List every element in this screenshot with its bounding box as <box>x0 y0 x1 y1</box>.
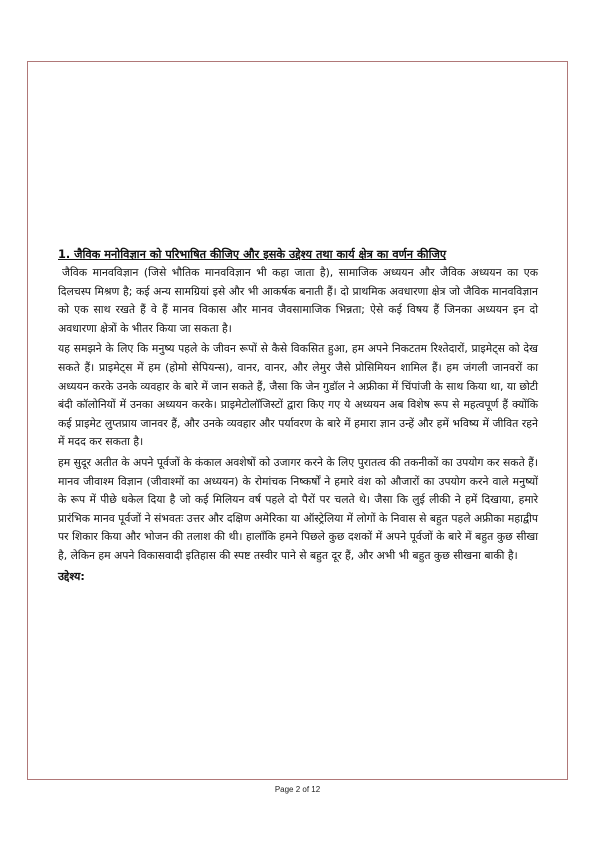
section-heading: 1. जैविक मनोविज्ञान को परिभाषित कीजिए और इसके उद्देश्य तथा कार्य क्षेत्र का वर्णन कीजिए <box>58 248 447 261</box>
page-number: Page 2 of 12 <box>274 785 321 794</box>
paragraph: जैविक मानवविज्ञान (जिसे भौतिक मानवविज्ञान भी कहा जाता है), सामाजिक अध्ययन और जैविक अध्ययन का एक दिलचस्प मिश्रण है; कई अन्य सामग्रियां इसे और भी आकर्षक बनाती हैं। दो प्राथमिक अवधारणा क्षेत्र जो जैविक मानवविज्ञान को एक साथ रखते हैं वे हैं मानव विकास और मानव जैवसामाजिक भिन्नता; ऐसे कई विषय हैं जिनका अध्ययन इन दो अवधारणा क्षेत्रों के भीतर किया जा सकता है। <box>58 266 538 335</box>
objectives-subheading: उद्देश्य: <box>58 569 85 583</box>
document-body <box>58 246 538 586</box>
paragraph: हम सुदूर अतीत के अपने पूर्वजों के कंकाल अवशेषों को उजागर करने के लिए पुरातत्व की तकनीकों का उपयोग कर सकते हैं। मानव जीवाश्म विज्ञान (जीवाश्मों का अध्ययन) के रोमांचक निष्कर्षों ने हमारे वंश को औजारों का उपयोग करने वाले मनुष्यों के रूप में पीछे धकेल दिया है जो कई मिलियन वर्ष पहले दो पैरों पर चलते थे। जैसा कि लुई लीकी ने हमें दिखाया, हमारे प्रारंभिक मानव पूर्वजों ने संभवतः उत्तर और दक्षिण अमेरिका या ऑस्ट्रेलिया में लोगों के निवास से बहुत पहले अफ्रीका महाद्वीप पर शिकार किया और भोजन की तलाश की थी। हालाँकि हमने पिछले कुछ दशकों में अपने पूर्वजों के बारे में बहुत कुछ सीखा है, लेकिन हम अपने विकासवादी इतिहास की स्पष्ट तस्वीर पाने से बहुत दूर हैं, और अभी भी बहुत कुछ सीखना बाकी है। <box>58 455 539 562</box>
paragraph: यह समझने के लिए कि मनुष्य पहले के जीवन रूपों से कैसे विकसित हुआ, हम अपने निकटतम रिश्तेदारों, प्राइमेट्स को देख सकते हैं। प्राइमेट्स में हम (होमो सेपियन्स), वानर, वानर, और लेमुर जैसे प्रोसिमियन शामिल हैं। हम जंगली जानवरों का अध्ययन करके उनके व्यवहार के बारे में जान सकते हैं, जैसा कि जेन गुडॉल ने अफ्रीका में चिंपांजी के साथ किया था, या छोटी बंदी कॉलोनियों में उनका अध्ययन करके। प्राइमेटोलॉजिस्टों द्वारा किए गए ये अध्ययन अब विशेष रूप से महत्वपूर्ण हैं क्योंकि कई प्राइमेट लुप्तप्राय जानवर हैं, और उनके व्यवहार और पर्यावरण के बारे में हमारा ज्ञान उन्हें और हमें भविष्य में जीवित रहने में मदद कर सकता है। <box>58 342 538 449</box>
